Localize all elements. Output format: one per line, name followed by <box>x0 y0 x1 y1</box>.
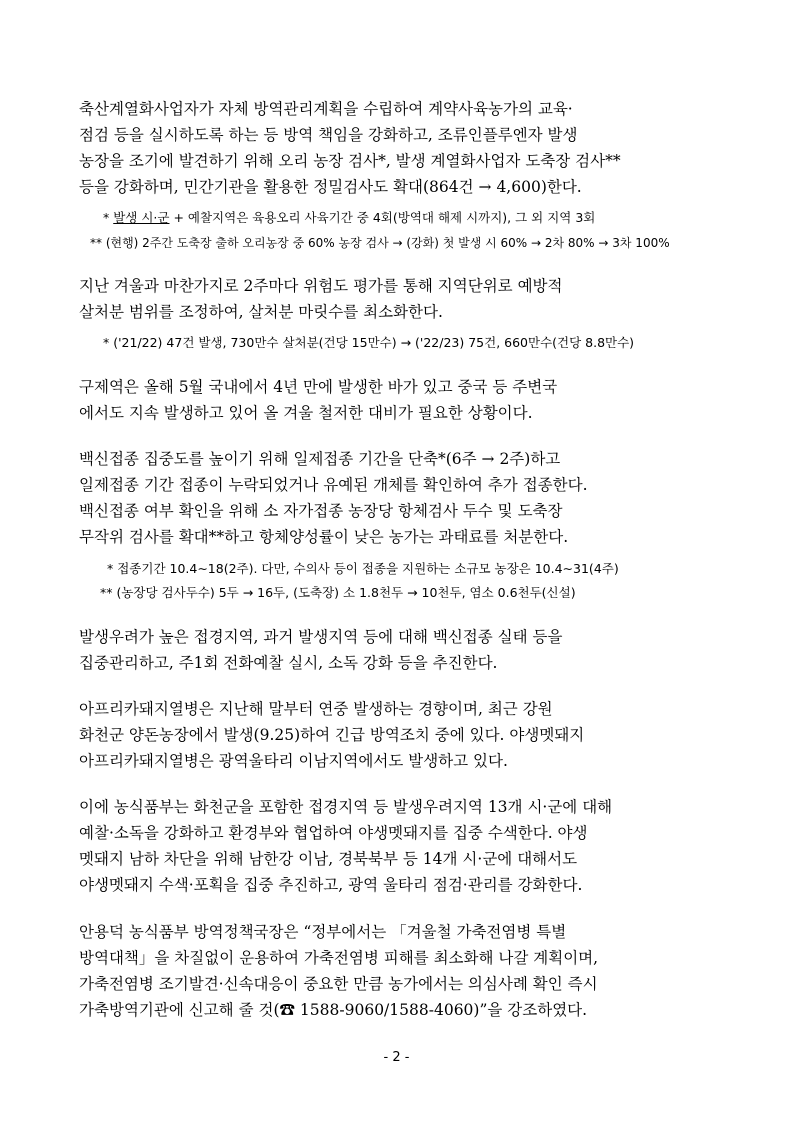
footnote-1-mark: * <box>103 210 114 225</box>
paragraph-4-line-2: 일제접종 기간 접종이 누락되었거나 유예된 개체를 확인하여 추가 접종한다. <box>79 476 588 494</box>
paragraph-8-line-4: 가축방역기관에 신고해 줄 것(☎ 1588-9060/1588-4060)”을 강조하였다. <box>79 1001 588 1019</box>
footnote-1-text: + 예찰지역은 육용오리 사육기간 중 4회(방역대 해제 시까지), 그 외 지역 3회 <box>169 210 596 225</box>
paragraph-7-line-2: 예찰·소독을 강화하고 환경부와 협업하여 야생멧돼지를 집중 수색한다. 야생 <box>79 824 588 842</box>
paragraph-6-line-3: 아프리카돼지열병은 광역울타리 이남지역에서도 발생하고 있다. <box>79 752 508 770</box>
paragraph-8-line-3: 가축전염병 조기발견·신속대응이 중요한 만큼 농가에서는 의심사례 확인 즉시 <box>79 975 598 993</box>
paragraph-3-line-2: 에서도 지속 발생하고 있어 올 겨울 철저한 대비가 필요한 상황이다. <box>79 404 533 422</box>
footnote-4: * 접종기간 10.4∼18(2주). 다만, 수의사 등이 접종을 지원하는 소규모 농장은 10.4∼31(4주) <box>107 561 619 576</box>
paragraph-1-line-2: 점검 등을 실시하도록 하는 등 방역 책임을 강화하고, 조류인플루엔자 발생 <box>79 126 578 144</box>
paragraph-5-line-2: 집중관리하고, 주1회 전화예찰 실시, 소독 강화 등을 추진한다. <box>79 654 498 672</box>
paragraph-4-line-1: 백신접종 집중도를 높이기 위해 일제접종 기간을 단축*(6주 → 2주)하고 <box>79 450 561 468</box>
paragraph-1-line-3: 농장을 조기에 발견하기 위해 오리 농장 검사*, 발생 계열화사업자 도축장 검사** <box>79 152 621 170</box>
footnote-1 <box>103 209 595 227</box>
page-number: - 2 - <box>383 1050 410 1065</box>
paragraph-7-line-3: 멧돼지 남하 차단을 위해 남한강 이남, 경북북부 등 14개 시·군에 대해서도 <box>79 850 578 868</box>
paragraph-4-line-3: 백신접종 여부 확인을 위해 소 자가접종 농장당 항체검사 두수 및 도축장 <box>79 502 563 520</box>
paragraph-2-line-1: 지난 겨울과 마찬가지로 2주마다 위험도 평가를 통해 지역단위로 예방적 <box>79 277 563 295</box>
paragraph-6-line-2: 화천군 양돈농장에서 발생(9.25)하여 긴급 방역조치 중에 있다. 야생멧돼지 <box>79 726 585 744</box>
footnote-2: ** (현행) 2주간 도축장 출하 오리농장 중 60% 농장 검사 → (강화) 첫 발생 시 60% → 2차 80% → 3차 100% <box>90 236 670 250</box>
paragraph-2-line-2: 살처분 범위를 조정하여, 살처분 마릿수를 최소화한다. <box>79 303 443 321</box>
paragraph-8-line-1: 안용덕 농식품부 방역정책국장은 “정부에서는 「겨울철 가축전염병 특별 <box>79 923 567 941</box>
paragraph-8-line-2: 방역대책」을 차질없이 운용하여 가축전염병 피해를 최소화해 나갈 계획이며, <box>79 949 599 967</box>
paragraph-7-line-1: 이에 농식품부는 화천군을 포함한 접경지역 등 발생우려지역 13개 시·군에 대해 <box>79 798 613 816</box>
footnote-3: * ('21/22) 47건 발생, 730만수 살처분(건당 15만수) → ('22/23) 75건, 660만수(건당 8.8만수) <box>103 335 635 350</box>
paragraph-3-line-1: 구제역은 올해 5월 국내에서 4년 만에 발생한 바가 있고 중국 등 주변국 <box>79 378 558 396</box>
footnote-1-underlined: 발생 시·군 <box>113 210 170 225</box>
paragraph-7-line-4: 야생멧돼지 수색·포획을 집중 추진하고, 광역 울타리 점검·관리를 강화한다. <box>79 876 583 894</box>
paragraph-4-line-4: 무작위 검사를 확대**하고 항체양성률이 낮은 농가는 과태료를 처분한다. <box>79 528 569 546</box>
footnote-5: ** (농장당 검사두수) 5두 → 16두, (도축장) 소 1.8천두 → 10천두, 염소 0.6천두(신설) <box>100 585 576 600</box>
paragraph-1-line-4: 등을 강화하며, 민간기관을 활용한 정밀검사도 확대(864건 → 4,600)한다. <box>79 178 582 196</box>
paragraph-5-line-1: 발생우려가 높은 접경지역, 과거 발생지역 등에 대해 백신접종 실태 등을 <box>79 628 563 646</box>
paragraph-6-line-1: 아프리카돼지열병은 지난해 말부터 연중 발생하는 경향이며, 최근 강원 <box>79 700 553 718</box>
paragraph-1-line-1: 축산계열화사업자가 자체 방역관리계획을 수립하여 계약사육농가의 교육· <box>79 100 573 118</box>
